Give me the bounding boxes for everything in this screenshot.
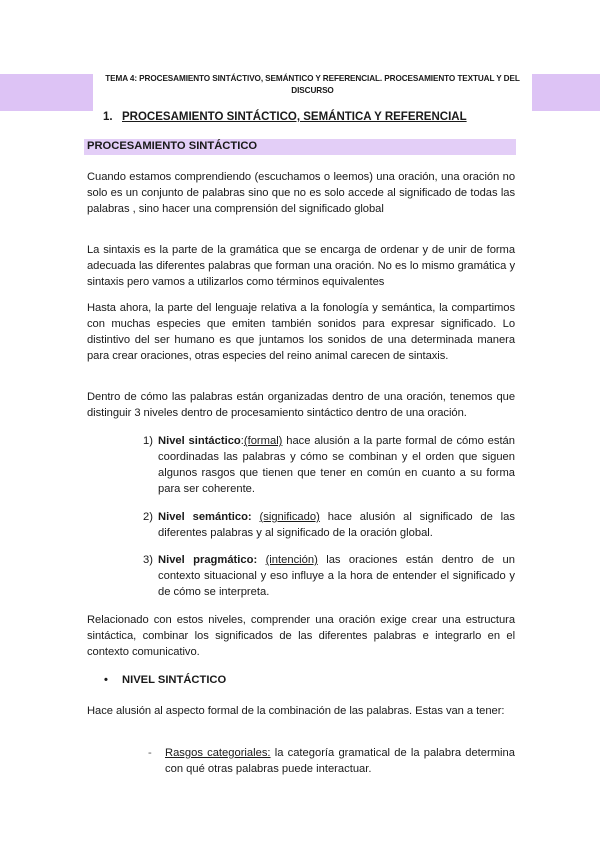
feature-text: la categoría gramatical de la palabra determina con qué otras palabras puede interactuar. <box>165 747 515 775</box>
paragraph-fonologia: Hasta ahora, la parte del lenguaje relativa a la fonología y semántica, la compartimos con muchas especies que emiten también sonidos para expresar significado. Lo distintivo del ser humano es que juntamos los sonidos de una determinada manera para crear oraciones, otras especies del reino animal carecen de sintaxis. <box>87 302 515 362</box>
level-term: Nivel pragmático: <box>158 554 258 566</box>
level-number: 1) <box>143 435 153 447</box>
level-text: hace alusión a la parte formal de cómo están coordinadas las palabras y cómo se combinan y el orden que siguen algunos rasgos que tienen que tener en común en cuanto a su forma para ser coherente. <box>158 435 515 495</box>
feature-term: Rasgos categoriales: <box>165 747 271 759</box>
subsection-title: PROCESAMIENTO SINTÁCTICO <box>87 140 258 152</box>
bullet-heading <box>104 674 226 686</box>
dash-icon: - <box>148 747 152 759</box>
paragraph-nivel-sintactico: Hace alusión al aspecto formal de la combinación de las palabras. Estas van a tener: <box>87 705 505 717</box>
level-separator <box>252 511 260 523</box>
document-header-title: TEMA 4: PROCESAMIENTO SINTÁCTIVO, SEMÁNTICO Y REFERENCIAL. PROCESAMIENTO TEXTUAL Y DEL DISCURSO <box>105 74 520 95</box>
level-item-pragmatico <box>143 552 515 600</box>
paragraph-closing: Relacionado con estos niveles, comprender una oración exige crear una estructura sintáctica, combinar los significados de las diferentes palabras e integrarlo en el contexto comunicativo. <box>87 614 515 658</box>
level-tag: (intención) <box>265 554 318 566</box>
level-item-semantico <box>143 509 515 541</box>
level-tag: (significado) <box>259 511 320 523</box>
paragraph-intro: Cuando estamos comprendiendo (escuchamos o leemos) una oración, una oración no solo es un conjunto de palabras sino que no es solo accede al significado de todas las palabras , sino hacer una comprensión del significado global <box>87 171 515 215</box>
header-band-left <box>0 74 93 111</box>
level-separator: : <box>240 435 244 447</box>
paragraph-niveles: Dentro de cómo las palabras están organizadas dentro de una oración, tenemos que distinguir 3 niveles dentro de procesamiento sintáctico dentro de una oración. <box>87 391 515 419</box>
level-term: Nivel semántico: <box>158 511 252 523</box>
paragraph-sintaxis: La sintaxis es la parte de la gramática que se encarga de ordenar y de unir de forma adecuada las diferentes palabras que forman una oración. No es lo mismo gramática y sintaxis pero vamos a utilizarlos como términos equivalentes <box>87 244 515 288</box>
header-band-right <box>532 74 600 111</box>
level-separator <box>257 554 265 566</box>
level-term: Nivel sintáctico <box>158 435 241 447</box>
bullet-title: NIVEL SINTÁCTICO <box>122 674 227 686</box>
section-number: 1. <box>103 111 113 123</box>
feature-item-rasgos <box>148 745 515 777</box>
level-item-sintactico <box>143 433 515 497</box>
level-number: 3) <box>143 554 153 566</box>
section-title: PROCESAMIENTO SINTÁCTICO, SEMÁNTICA Y REFERENCIAL <box>122 111 467 123</box>
level-number: 2) <box>143 511 153 523</box>
bullet-icon: • <box>104 674 108 686</box>
level-text: hace alusión al significado de las diferentes palabras y al significado de la oración global. <box>158 511 515 539</box>
level-tag: (formal) <box>243 435 283 447</box>
level-text: las oraciones están dentro de un contexto situacional y eso influye a la hora de entender el significado y de cómo se interpreta. <box>158 554 515 598</box>
section-heading <box>103 111 467 123</box>
